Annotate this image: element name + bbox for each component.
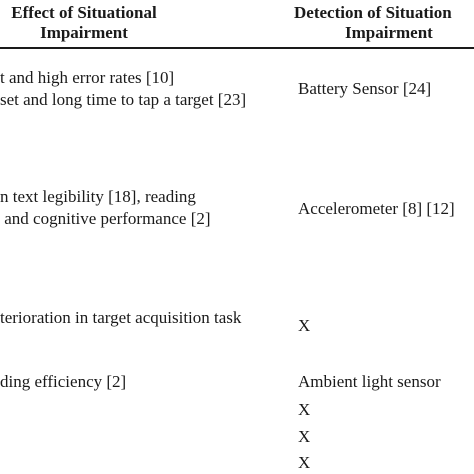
row4-detection-line3: X	[298, 427, 311, 446]
header-effect-line1: Effect of Situational	[11, 3, 157, 22]
row1-detection: Battery Sensor [24]	[298, 79, 432, 98]
header-detection-line2: Impairment	[345, 23, 433, 42]
row3-effect-line1: terioration in target acquisition task	[0, 308, 242, 327]
header-effect-line2: Impairment	[40, 23, 128, 42]
row2-effect-line2: and cognitive performance [2]	[0, 209, 211, 228]
row4-detection-line4: X	[298, 453, 311, 472]
row3-detection: X	[298, 316, 311, 335]
row2-effect-line1: n text legibility [18], reading	[0, 187, 196, 206]
row1-effect-line1: t and high error rates [10]	[0, 68, 175, 87]
header-detection-line1: Detection of Situation	[294, 3, 452, 22]
row4-detection-line2: X	[298, 400, 311, 419]
header-rule	[0, 47, 474, 49]
row4-effect-line1: ding efficiency [2]	[0, 372, 127, 391]
row4-detection-line1: Ambient light sensor	[298, 372, 441, 391]
row1-effect-line2: set and long time to tap a target [23]	[0, 90, 247, 109]
row2-detection: Accelerometer [8] [12]	[298, 199, 455, 218]
